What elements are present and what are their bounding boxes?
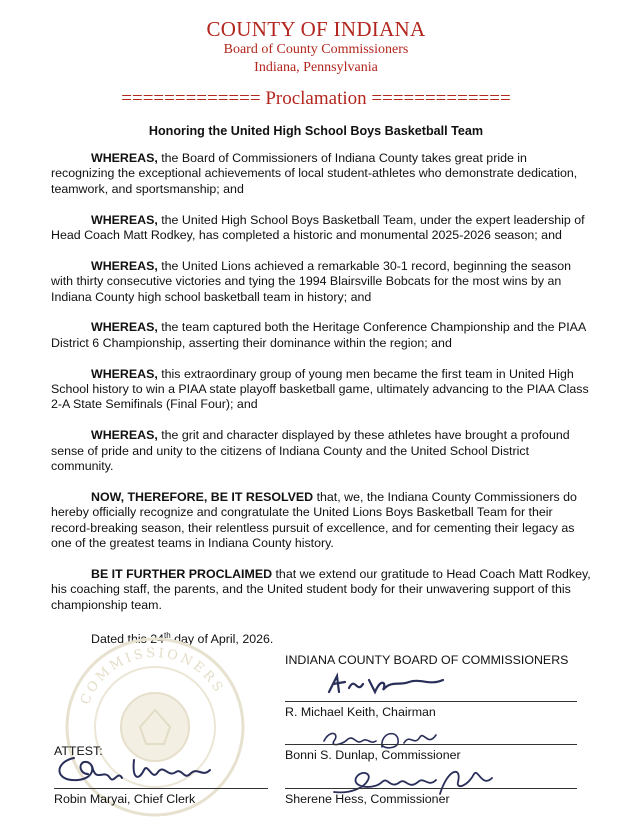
commissioner-dunlap-name: Bonni S. Dunlap, Commissioner <box>285 748 461 762</box>
paragraph <box>51 151 593 197</box>
board-title: INDIANA COUNTY BOARD OF COMMISSIONERS <box>285 653 569 667</box>
paragraph-text: that we extend our gratitude to Head Coach Matt Rodkey, his coaching staff, the parents, and the United student body for their unwavering support of this championship team. <box>51 566 591 612</box>
paragraph <box>51 490 593 552</box>
attest-label: ATTEST: <box>54 744 103 758</box>
paragraph <box>51 259 593 305</box>
board-subtitle: Board of County Commissioners <box>223 42 409 57</box>
county-title: COUNTY OF INDIANA <box>206 17 426 41</box>
paragraph-text: the grit and character displayed by these athletes have brought a profound sense of pride and unity to the citizens of Indiana County and the United School District community. <box>51 428 570 474</box>
paragraph <box>51 428 593 474</box>
commissioner-dunlap-signature-line <box>285 744 577 745</box>
commissioner-hess-name: Sherene Hess, Commissioner <box>285 792 450 806</box>
chairman-signature-line <box>285 701 577 702</box>
paragraph-lead: NOW, THEREFORE, BE IT RESOLVED <box>91 489 314 504</box>
paragraph-lead: WHEREAS, <box>91 366 158 381</box>
clerk-name: Robin Maryai, Chief Clerk <box>54 792 196 806</box>
paragraph <box>51 213 593 244</box>
proclamation-banner: ============= Proclamation ============= <box>121 88 511 109</box>
paragraph <box>51 367 593 413</box>
paragraph-text: that, we, the Indiana County Commissioners do hereby officially recognize and congratulate the United Lions Boys Basketball Team for their record-breaking season, their relentless pursuit of excellence, and for cementing their legacy as one of the greatest teams in Indiana County history. <box>51 489 577 551</box>
paragraph-lead: WHEREAS, <box>91 428 158 443</box>
paragraph-lead: WHEREAS, <box>91 258 158 273</box>
paragraph-lead: WHEREAS, <box>91 212 158 227</box>
paragraph-text: the Board of Commissioners of Indiana County takes great pride in recognizing the exceptional achievements of local student-athletes who demonstrate dedication, teamwork, and sportsmanship; and <box>51 151 578 196</box>
clerk-signature <box>48 748 228 792</box>
paragraph-lead: WHEREAS, <box>91 151 158 165</box>
paragraph-text: the team captured both the Heritage Conference Championship and the PIAA District 6 Championship, asserting their dominance within the region; and <box>51 320 586 350</box>
paragraph-text: the United Lions achieved a remarkable 30-1 record, beginning the season with thirty consecutive victories and tying the 1994 Blairsville Bobcats for the most wins by an Indiana County high school basketball team in history; and <box>51 258 572 304</box>
paragraph <box>51 320 593 351</box>
paragraph-lead: WHEREAS, <box>91 320 158 335</box>
commissioner-hess-signature-line <box>285 788 577 789</box>
dated-line: Dated this 24th day of April, 2026. <box>91 631 274 647</box>
chairman-name: R. Michael Keith, Chairman <box>285 705 436 719</box>
paragraph-lead: BE IT FURTHER PROCLAIMED <box>91 566 273 581</box>
proclamation-body <box>51 151 593 648</box>
svg-text:COMMISSIONERS: COMMISSIONERS <box>78 645 227 707</box>
clerk-signature-line <box>54 788 268 789</box>
chairman-signature <box>325 670 475 700</box>
location-subtitle: Indiana, Pennsylvania <box>254 60 378 75</box>
honoring-heading: Honoring the United High School Boys Basketball Team <box>148 124 484 138</box>
paragraph-text: this extraordinary group of young men became the first team in United High School history to win a PIAA state playoff basketball game, ultimately advancing to the PIAA Class 2-A State Semifinals (Final Four); and <box>51 366 589 412</box>
paragraph <box>51 567 593 613</box>
paragraph-text: the United High School Boys Basketball Team, under the expert leadership of Head Coach Matt Rodkey, has completed a historic and monumental 2025-2026 season; and <box>51 212 585 243</box>
